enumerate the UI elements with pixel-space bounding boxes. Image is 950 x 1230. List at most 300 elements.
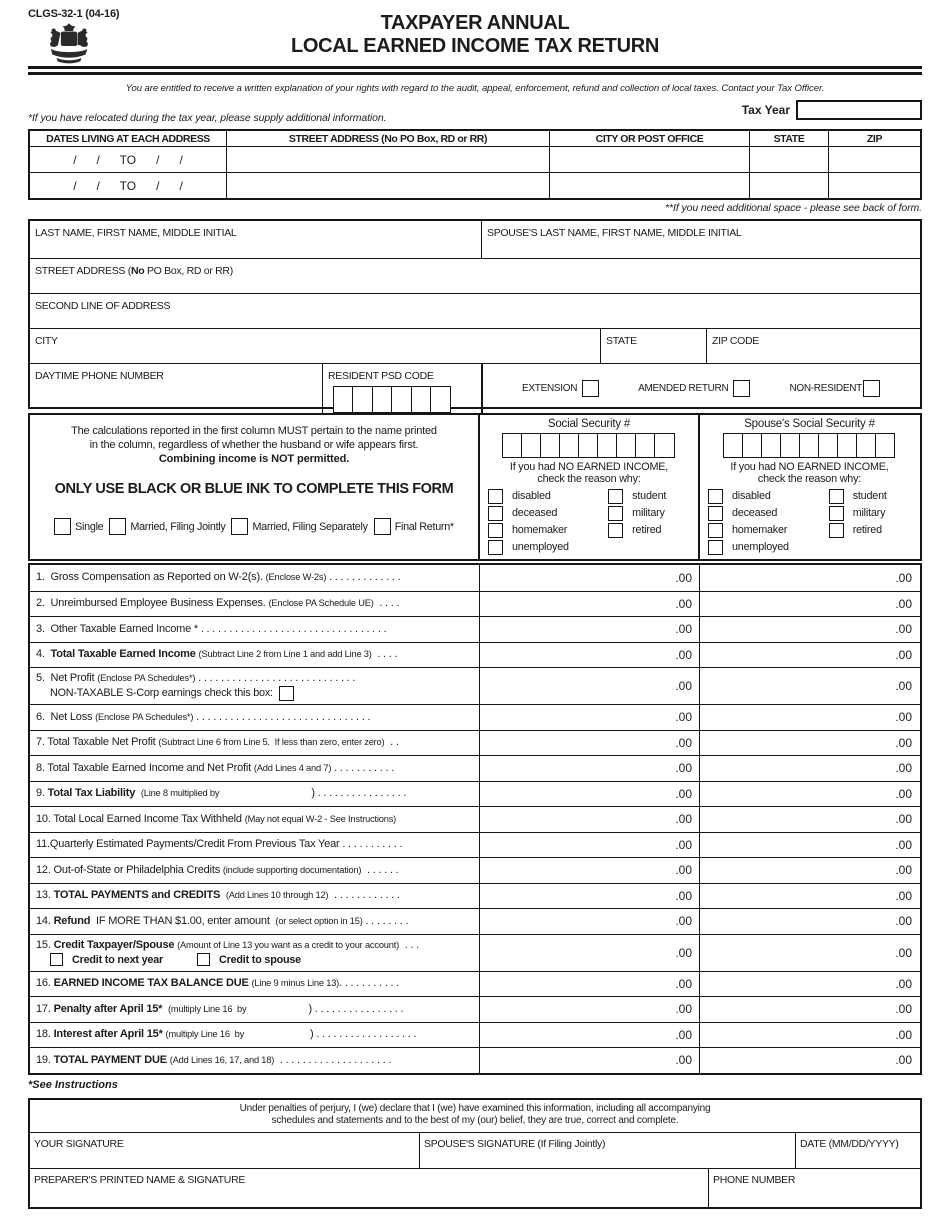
line-text-segment: . . . . . . . . . . . . . . . . . . . .	[274, 1053, 392, 1066]
reason-option	[608, 489, 692, 504]
filing-status-option	[109, 518, 225, 535]
phone-label: DAYTIME PHONE NUMBER	[35, 370, 164, 382]
reason-checkbox[interactable]	[488, 506, 503, 521]
line-item-row	[30, 642, 920, 668]
line-item-description	[30, 592, 480, 617]
psd-digit-box[interactable]	[391, 386, 412, 413]
spouse-amount-cell[interactable]: .00	[895, 710, 912, 725]
ssn-digit-box[interactable]	[502, 433, 523, 458]
ssn-digit-boxes	[480, 433, 698, 458]
spouse-amount-cell[interactable]: .00	[895, 1002, 912, 1017]
line-text-segment: 10. Total Local Earned Income Tax Withheld	[36, 812, 245, 825]
taxpayer-amount-cell[interactable]: .00	[480, 972, 700, 997]
line-text-segment: (Enclose PA Schedules*)	[95, 711, 194, 722]
amended-return-label: AMENDED RETURN	[638, 383, 729, 394]
form-title	[28, 0, 922, 58]
calc-instruction-line1: The calculations reported in the first column MUST pertain to the name printed	[71, 425, 437, 437]
preparer-phone-label: PHONE NUMBER	[713, 1173, 796, 1186]
ssn-digit-box[interactable]	[540, 433, 561, 458]
spouse-amount-cell[interactable]: .00	[895, 761, 912, 776]
line-item-text	[36, 838, 477, 851]
line-text-segment: . .	[384, 736, 399, 749]
reason-option	[708, 523, 819, 538]
line-item-description	[30, 858, 480, 883]
ssn-digit-box[interactable]	[559, 433, 580, 458]
extension-checkbox[interactable]	[582, 380, 599, 397]
spouse-amount-cell[interactable]: .00	[895, 570, 912, 585]
dates-lived-cell[interactable]: / / TO / /	[30, 173, 227, 198]
no-income-instruction	[480, 461, 698, 485]
reason-checkbox[interactable]	[829, 489, 844, 504]
reason-label: retired	[632, 524, 662, 537]
reason-option	[608, 523, 692, 538]
line-item-description	[30, 833, 480, 858]
state-field[interactable]	[601, 329, 707, 363]
additional-space-note: **If you need additional space - please see back of form.	[665, 202, 922, 214]
reason-label: deceased	[732, 507, 778, 520]
reasons-column-1	[708, 489, 819, 555]
your-signature-field[interactable]	[30, 1133, 420, 1168]
ssn-digit-box[interactable]	[616, 433, 637, 458]
spouse-amount-cell[interactable]: .00	[895, 863, 912, 878]
line-item-description	[30, 565, 480, 591]
line-item-row	[30, 832, 920, 858]
reason-checkbox[interactable]	[488, 523, 503, 538]
reason-option	[829, 523, 913, 538]
line-item-description	[30, 935, 480, 971]
line-item-description	[30, 731, 480, 756]
line-item-text	[36, 623, 477, 636]
line-item-description	[30, 643, 480, 668]
address-cell[interactable]	[550, 147, 750, 172]
taxpayer-info-block	[28, 219, 922, 409]
psd-digit-box[interactable]	[430, 386, 451, 413]
reason-option	[829, 489, 913, 504]
line-text-segment: (Subtract Line 2 from Line 1 and add Line 3)	[198, 649, 372, 660]
line-item-row	[30, 883, 920, 909]
line-item-description	[30, 782, 480, 807]
reason-label: retired	[852, 524, 882, 537]
line-item-row	[30, 730, 920, 756]
psd-digit-box[interactable]	[333, 386, 354, 413]
preparer-phone-field[interactable]	[709, 1169, 919, 1207]
reason-option	[708, 489, 819, 504]
line-text-segment: 12. Out-of-State or Philadelphia Credits	[36, 863, 223, 876]
line-text-segment: 13.	[36, 889, 54, 902]
address-cell[interactable]	[227, 173, 550, 198]
line-text-segment: (May not equal W-2 - See Instructions)	[244, 813, 397, 824]
date-label: DATE (MM/DD/YYYY)	[800, 1137, 899, 1150]
spouse-amount-cell[interactable]: .00	[895, 647, 912, 662]
date-field[interactable]	[796, 1133, 919, 1168]
reason-checkbox[interactable]	[829, 523, 844, 538]
spouse-amount-cell[interactable]: .00	[895, 837, 912, 852]
reason-option	[708, 506, 819, 521]
filing-status-checkbox[interactable]	[231, 518, 248, 535]
taxpayer-name-field[interactable]	[30, 221, 482, 258]
address-col-header: STATE	[750, 131, 829, 146]
address-history-header	[30, 131, 920, 146]
line-text-segment: ) . . . . . . . . . . . . . . . .	[308, 1002, 404, 1015]
ssn-digit-box[interactable]	[856, 433, 877, 458]
address-col-header: ZIP	[866, 133, 883, 145]
line-item-description	[30, 972, 480, 997]
credit-option-label: Credit to spouse	[219, 953, 301, 966]
tax-year-input[interactable]	[796, 100, 922, 120]
return-type-cell	[482, 364, 919, 413]
psd-digit-box[interactable]	[352, 386, 373, 413]
line-item-row	[30, 1047, 920, 1073]
spouse-amount-cell[interactable]: .00	[895, 945, 912, 960]
reason-checkbox[interactable]	[608, 489, 623, 504]
city-field[interactable]	[30, 329, 601, 363]
line-item-row	[30, 667, 920, 704]
relocated-note: *If you have relocated during the tax year, please supply additional information.	[28, 112, 387, 124]
taxpayer-amount-cell[interactable]: .00	[480, 705, 700, 730]
ssn-digit-box[interactable]	[780, 433, 801, 458]
reasons-column-1	[488, 489, 598, 555]
line-item-text	[36, 1054, 477, 1067]
line-item-row	[30, 755, 920, 781]
spouse-amount-cell[interactable]: .00	[895, 679, 912, 693]
taxpayer-amount-cell[interactable]: .00	[480, 1048, 700, 1073]
psd-digit-box[interactable]	[372, 386, 393, 413]
reason-option	[488, 489, 598, 504]
address-col-header: DATES LIVING AT EACH ADDRESS	[30, 131, 227, 146]
zip-label: ZIP CODE	[712, 335, 759, 347]
spouse-signature-field[interactable]	[420, 1133, 796, 1168]
ssn-digit-box[interactable]	[578, 433, 599, 458]
no-income-line1: If you had NO EARNED INCOME,	[509, 461, 669, 473]
filing-status-checkbox[interactable]	[374, 518, 391, 535]
taxpayer-amount-cell[interactable]: .00	[480, 858, 700, 883]
credit-option-checkbox[interactable]	[50, 953, 63, 966]
line-text-segment: (Add Lines 4 and 7)	[253, 762, 332, 773]
reason-label: homemaker	[512, 524, 568, 537]
ssn-title: Social Security #	[547, 418, 631, 430]
line-text-segment: 16.	[36, 977, 54, 990]
line-item-row	[30, 1022, 920, 1048]
filing-status-label: Married, Filing Jointly	[130, 520, 226, 533]
spouse-amount-cell[interactable]: .00	[895, 1053, 912, 1068]
line-text-segment: 9.	[36, 787, 48, 800]
reason-checkbox[interactable]	[708, 523, 723, 538]
taxpayer-amount-cell[interactable]: .00	[480, 643, 700, 668]
header-divider	[28, 66, 922, 75]
spouse-amount-cell[interactable]: .00	[895, 812, 912, 827]
line-text-segment: 5. Net Profit	[36, 671, 98, 684]
line-text-segment: TOTAL PAYMENTS and CREDITS	[53, 889, 221, 902]
line-text-segment: (Line 8 multiplied by	[140, 788, 220, 799]
combining-income-warning: Combining income is NOT permitted.	[158, 453, 350, 465]
reason-label: unemployed	[732, 541, 789, 554]
line-item-description	[30, 884, 480, 909]
line-text-segment: 6. Net Loss	[36, 710, 96, 723]
reason-checkbox[interactable]	[608, 523, 623, 538]
taxpayer-ssn-panel	[480, 415, 700, 559]
line-item-row	[30, 908, 920, 934]
perjury-line1: Under penalties of perjury, I (we) declare that I (we) have examined this information, including all accompanying	[239, 1102, 711, 1114]
line-item-text	[36, 597, 477, 610]
spouse-signature-label: SPOUSE'S SIGNATURE (If Filing Jointly)	[424, 1137, 606, 1150]
your-signature-label: YOUR SIGNATURE	[34, 1137, 124, 1150]
psd-code-label: RESIDENT PSD CODE	[328, 370, 434, 382]
perjury-line2: schedules and statements and to the best of my (our) belief, they are true, correct and complete.	[271, 1115, 679, 1126]
reason-checkbox[interactable]	[708, 489, 723, 504]
line-text-segment: EARNED INCOME TAX BALANCE DUE	[53, 977, 249, 990]
non-resident-label: NON-RESIDENT	[789, 383, 862, 394]
ssn-digit-box[interactable]	[875, 433, 896, 458]
filing-status-label: Final Return*	[394, 520, 454, 533]
line-item-description	[30, 1048, 480, 1073]
perjury-statement	[30, 1100, 920, 1132]
no-income-line2: check the reason why:	[537, 473, 641, 485]
line-text-segment: (Amount of Line 13 you want as a credit to your account)	[177, 940, 400, 950]
taxpayer-amount-cell[interactable]: .00	[480, 833, 700, 858]
reason-option	[488, 506, 598, 521]
credit-option-checkbox[interactable]	[197, 953, 210, 966]
calc-instruction-line2: in the column, regardless of whether the husband or wife appears first.	[89, 439, 419, 451]
filing-status-option	[374, 518, 454, 535]
column-instructions	[30, 415, 480, 559]
ssn-digit-box[interactable]	[742, 433, 763, 458]
taxpayer-amount-cell[interactable]: .00	[480, 935, 700, 971]
psd-digit-box[interactable]	[411, 386, 432, 413]
line-item-description	[30, 909, 480, 934]
pennsylvania-coat-of-arms-icon	[38, 22, 100, 68]
spouse-amount-cell[interactable]: .00	[895, 976, 912, 991]
dates-lived-cell[interactable]: / / TO / /	[30, 147, 227, 172]
reason-label: disabled	[732, 490, 771, 503]
address-cell[interactable]	[550, 173, 750, 198]
address-cell[interactable]	[829, 173, 920, 198]
line-text-segment: 4.	[36, 648, 51, 661]
taxpayer-amount-cell[interactable]: .00	[480, 565, 700, 591]
signature-block	[28, 1098, 922, 1209]
line-text-segment: (Add Lines 16, 17, and 18)	[169, 1054, 275, 1065]
taxpayer-amount-cell[interactable]: .00	[480, 1023, 700, 1048]
reason-label: military	[632, 507, 665, 520]
line-item-text	[36, 813, 477, 826]
line-item-row	[30, 971, 920, 997]
non-resident-option	[789, 380, 880, 397]
filing-status-checkbox[interactable]	[109, 518, 126, 535]
taxpayer-amount-cell[interactable]: .00	[480, 909, 700, 934]
reason-checkbox[interactable]	[608, 506, 623, 521]
ssn-digit-box[interactable]	[761, 433, 782, 458]
reason-label: military	[852, 507, 886, 520]
line-text-segment: . . . . . . . .	[362, 914, 409, 927]
line-item-text	[36, 672, 477, 685]
reason-checkbox[interactable]	[829, 506, 844, 521]
preparer-field[interactable]	[30, 1169, 709, 1207]
ssn-digit-box[interactable]	[654, 433, 675, 458]
line-item-text	[36, 1028, 477, 1041]
spouse-ssn-panel	[700, 415, 919, 559]
line-text-segment: . . . . . . . . . . .	[331, 761, 395, 774]
address-cell[interactable]	[227, 147, 550, 172]
line-text-segment: . . . . . . . . . . .	[339, 977, 400, 990]
reason-label: disabled	[512, 490, 551, 503]
ssn-digit-box[interactable]	[799, 433, 820, 458]
line-text-segment: (Enclose W-2s)	[265, 572, 327, 583]
taxpayer-amount-cell[interactable]: .00	[480, 756, 700, 781]
city-label: CITY	[35, 335, 58, 347]
reason-option	[708, 540, 819, 555]
instructions-ssn-block	[28, 413, 922, 561]
spouse-amount-cell[interactable]: .00	[895, 786, 912, 801]
spouse-name-label: SPOUSE'S LAST NAME, FIRST NAME, MIDDLE INITIAL	[487, 227, 742, 239]
line-item-text	[36, 889, 477, 902]
line-item-row	[30, 565, 920, 591]
address-cell[interactable]	[750, 173, 829, 198]
line-text-segment: 3. Other Taxable Earned Income * . . . . . . . . . . . . . . . . . . . . . . . . . . . . . . . . .	[36, 622, 387, 635]
reason-option	[829, 506, 913, 521]
non-resident-checkbox[interactable]	[863, 380, 880, 397]
line-item-text	[36, 736, 477, 749]
line-text-segment: (Enclose PA Schedules*)	[97, 672, 196, 683]
street-address-field[interactable]	[30, 259, 920, 293]
line-text-segment: (Subtract Line 6 from Line 5. If less than zero, enter zero)	[158, 737, 385, 748]
filing-status-row	[30, 518, 478, 535]
address-row	[30, 146, 920, 172]
reason-label: deceased	[512, 507, 558, 520]
spouse-name-field[interactable]	[482, 221, 919, 258]
psd-code-field[interactable]	[323, 364, 482, 413]
no-income-line2: check the reason why:	[757, 473, 862, 485]
reason-checkbox[interactable]	[708, 506, 723, 521]
ssn-digit-box[interactable]	[635, 433, 656, 458]
line-text-segment: TOTAL PAYMENT DUE	[53, 1053, 167, 1066]
taxpayer-amount-cell[interactable]: .00	[480, 997, 700, 1022]
line-text-segment: (or select option in 15)	[275, 915, 363, 926]
line-text-segment: (Line 9 minus Line 13)	[251, 978, 340, 989]
line-item-row	[30, 934, 920, 971]
line-text-segment: . . . . . . . . . . . . . . . . . . . . . . . . . . . . . . .	[193, 710, 371, 723]
rights-notice: You are entitled to receive a written explanation of your rights with regard to the audit, appeal, enforcement, refund and collection of local taxes. Contact your Tax Officer.	[125, 83, 825, 94]
taxpayer-amount-cell[interactable]: .00	[480, 731, 700, 756]
taxpayer-amount-cell[interactable]: .00	[480, 782, 700, 807]
form-title-line1: TAXPAYER ANNUAL	[380, 12, 570, 34]
reasons-column-2	[598, 489, 692, 555]
line-text-segment: 17.	[36, 1002, 54, 1015]
line-text-segment: . . . . . . . . . . . .	[328, 889, 400, 902]
address-history-table	[28, 129, 922, 200]
line-item-description	[30, 705, 480, 730]
line-item-text	[36, 571, 477, 584]
spouse-amount-cell[interactable]: .00	[895, 1027, 912, 1042]
spouse-amount-cell[interactable]: .00	[895, 914, 912, 929]
line-text-segment: 7. Total Taxable Net Profit	[36, 736, 159, 749]
taxpayer-amount-cell[interactable]: .00	[480, 807, 700, 832]
spouse-amount-cell[interactable]: .00	[895, 622, 912, 637]
reasons-column-2	[819, 489, 913, 555]
spouse-amount-cell[interactable]: .00	[895, 735, 912, 750]
line-item-text	[36, 648, 477, 661]
line-text-segment: Total Tax Liability	[47, 787, 136, 800]
address-row	[30, 172, 920, 198]
reason-option	[488, 523, 598, 538]
line-item-text	[36, 762, 477, 775]
line-text-segment: 18.	[36, 1028, 54, 1041]
address-cell[interactable]	[829, 147, 920, 172]
taxpayer-amount-cell[interactable]: .00	[480, 668, 700, 704]
line-text-segment: (multiply Line 16 by	[168, 1003, 247, 1014]
line-text-segment: Total Taxable Earned Income	[50, 648, 196, 661]
scorp-subline	[36, 686, 477, 701]
scorp-checkbox[interactable]	[279, 686, 294, 701]
line-text-segment: . . . . . . . . . . . . .	[326, 571, 401, 584]
taxpayer-amount-cell[interactable]: .00	[480, 884, 700, 909]
credit-subline	[36, 953, 477, 966]
form-header	[28, 0, 922, 66]
ssn-digit-box[interactable]	[521, 433, 542, 458]
line-item-row	[30, 616, 920, 642]
tax-year-label: Tax Year	[741, 103, 790, 117]
address-col-header: STREET ADDRESS (No PO Box, RD or RR)	[227, 131, 550, 146]
reason-checkbox[interactable]	[488, 489, 503, 504]
line-item-text	[36, 939, 477, 952]
ssn-digit-box[interactable]	[597, 433, 618, 458]
no-income-instruction	[700, 461, 919, 485]
reason-checkbox[interactable]	[708, 540, 723, 555]
taxpayer-amount-cell[interactable]: .00	[480, 617, 700, 642]
line-item-description	[30, 1023, 480, 1048]
ssn-digit-box[interactable]	[818, 433, 839, 458]
phone-field[interactable]	[30, 364, 323, 413]
line-text-segment: 14.	[36, 914, 54, 927]
line-items-table	[28, 563, 922, 1075]
no-income-line1: If you had NO EARNED INCOME,	[730, 461, 889, 473]
amended-return-checkbox[interactable]	[733, 380, 750, 397]
line-item-text	[36, 915, 477, 928]
address-cell[interactable]	[750, 147, 829, 172]
reason-label: student	[852, 490, 887, 503]
spouse-amount-cell[interactable]: .00	[895, 888, 912, 903]
line-text-segment: 19.	[36, 1053, 54, 1066]
line-item-text	[36, 787, 477, 800]
ssn-digit-box[interactable]	[837, 433, 858, 458]
zip-field[interactable]	[707, 329, 919, 363]
taxpayer-amount-cell[interactable]: .00	[480, 592, 700, 617]
line-text-segment: . . .	[399, 939, 420, 951]
line-item-description	[30, 668, 480, 704]
line-item-description	[30, 756, 480, 781]
spouse-amount-cell[interactable]: .00	[895, 596, 912, 611]
filing-status-checkbox[interactable]	[54, 518, 71, 535]
reason-label: student	[632, 490, 667, 503]
line-text-segment: (include supporting documentation)	[222, 864, 362, 875]
filing-status-label: Married, Filing Separately	[252, 520, 368, 533]
filing-status-label: Single	[75, 520, 104, 533]
reason-checkbox[interactable]	[488, 540, 503, 555]
line-text-segment: ) . . . . . . . . . . . . . . . .	[311, 787, 407, 800]
line-text-segment: 15.	[36, 939, 54, 951]
form-title-line2: LOCAL EARNED INCOME TAX RETURN	[290, 35, 660, 57]
second-address-field[interactable]	[30, 294, 920, 328]
ink-warning: ONLY USE BLACK OR BLUE INK TO COMPLETE THIS FORM	[54, 481, 454, 497]
extension-option	[522, 380, 599, 397]
reason-label: homemaker	[732, 524, 788, 537]
amended-return-option	[638, 380, 750, 397]
line-text-segment: . . . . . . . . . . . . . . . . . . . . . . . . . . . .	[195, 671, 356, 684]
line-text-segment: 8. Total Taxable Earned Income and Net Profit	[36, 761, 254, 774]
line-item-row	[30, 806, 920, 832]
line-item-row	[30, 996, 920, 1022]
form-code: CLGS-32-1 (04-16)	[28, 8, 120, 20]
street-address-label: STREET ADDRESS (No PO Box, RD or RR)	[35, 265, 233, 277]
ssn-digit-box[interactable]	[723, 433, 744, 458]
